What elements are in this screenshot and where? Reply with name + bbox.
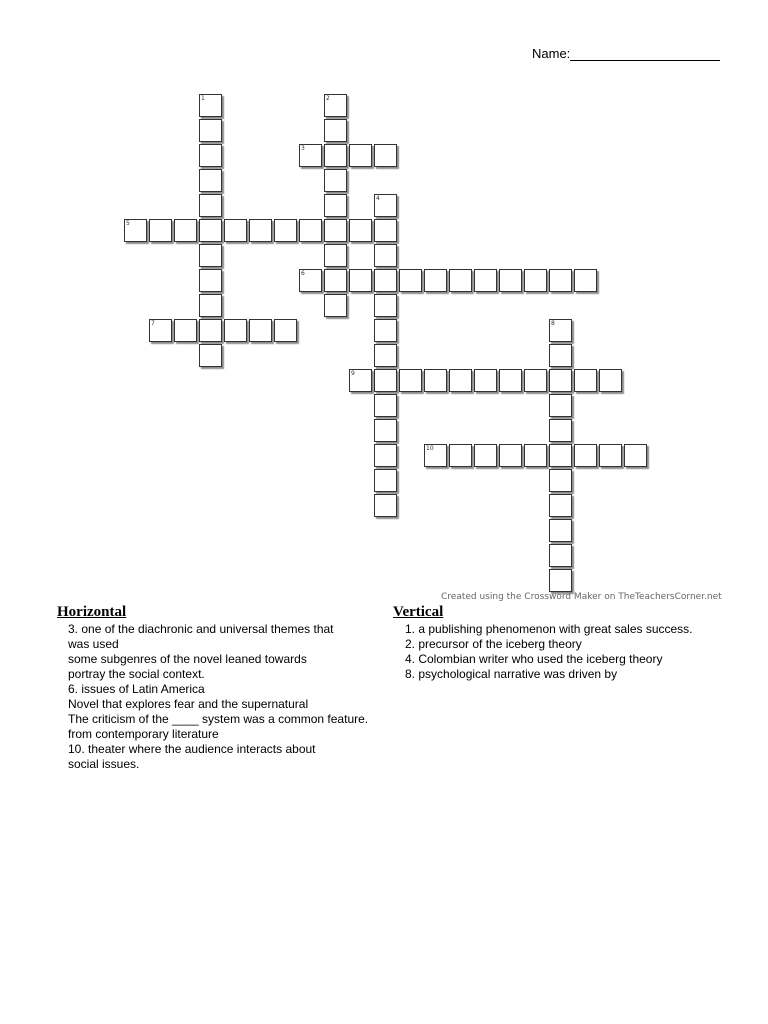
crossword-cell[interactable] [599,444,622,467]
crossword-cell[interactable] [199,294,222,317]
crossword-cell[interactable] [449,444,472,467]
crossword-cell[interactable] [374,394,397,417]
crossword-cell[interactable] [374,419,397,442]
crossword-cell[interactable] [199,219,222,242]
clue-line: 8. psychological narrative was driven by [405,667,618,681]
clue-line: Novel that explores fear and the supernatural [68,697,309,711]
clue-line: social issues. [68,757,140,771]
crossword-cell[interactable] [449,269,472,292]
crossword-cell[interactable] [424,269,447,292]
crossword-cell[interactable] [499,369,522,392]
crossword-cell[interactable] [349,144,372,167]
crossword-cell[interactable] [374,469,397,492]
crossword-cell[interactable] [599,369,622,392]
crossword-cell[interactable] [549,319,572,342]
crossword-cell[interactable] [324,294,347,317]
crossword-cell[interactable] [524,369,547,392]
crossword-cell[interactable] [549,544,572,567]
crossword-cell[interactable] [299,269,322,292]
crossword-cell[interactable] [399,369,422,392]
clue-line: was used [68,637,119,651]
clue-number: 6 [301,270,305,277]
clue-line: from contemporary literature [68,727,219,741]
crossword-cell[interactable] [224,219,247,242]
crossword-cell[interactable] [549,519,572,542]
crossword-cell[interactable] [449,369,472,392]
clue-line: 10. theater where the audience interacts about [68,742,316,756]
crossword-cell[interactable] [474,444,497,467]
clue-line: portray the social context. [68,667,205,681]
clue-number: 10 [426,445,434,452]
clue-number: 1 [201,95,205,102]
horizontal-heading: Horizontal [57,604,127,620]
clue-number: 4 [376,195,380,202]
crossword-cell[interactable] [549,344,572,367]
clue-number: 3 [301,145,305,152]
crossword-cell[interactable] [474,369,497,392]
crossword-cell[interactable] [374,369,397,392]
crossword-cell[interactable] [324,269,347,292]
crossword-cell[interactable] [174,219,197,242]
crossword-cell[interactable] [374,219,397,242]
crossword-cell[interactable] [249,319,272,342]
crossword-cell[interactable] [524,269,547,292]
crossword-cell[interactable] [299,144,322,167]
crossword-cell[interactable] [374,269,397,292]
crossword-cell[interactable] [324,244,347,267]
crossword-cell[interactable] [374,494,397,517]
credit-text: Created using the Crossword Maker on TheTeachersCorner.net [441,592,722,602]
clue-line: 1. a publishing phenomenon with great sales success. [405,622,693,636]
clue-line: some subgenres of the novel leaned towards [68,652,307,666]
crossword-cell[interactable] [474,269,497,292]
crossword-cell[interactable] [174,319,197,342]
crossword-cell[interactable] [324,119,347,142]
clue-number: 5 [126,220,130,227]
crossword-cell[interactable] [324,194,347,217]
crossword-cell[interactable] [349,219,372,242]
clue-number: 8 [551,320,555,327]
crossword-cell[interactable] [624,444,647,467]
crossword-cell[interactable] [199,94,222,117]
vertical-heading: Vertical [393,604,444,620]
crossword-cell[interactable] [524,444,547,467]
crossword-cell[interactable] [199,344,222,367]
crossword-cell[interactable] [299,219,322,242]
clue-line: 2. precursor of the iceberg theory [405,637,582,651]
crossword-cell[interactable] [499,269,522,292]
crossword-cell[interactable] [199,144,222,167]
crossword-cell[interactable] [249,219,272,242]
crossword-cell[interactable] [374,319,397,342]
clue-line: The criticism of the ____ system was a common feature. [68,712,369,726]
horizontal-clue-list [68,622,408,772]
crossword-cell[interactable] [424,369,447,392]
crossword-cell[interactable] [399,269,422,292]
crossword-cell[interactable] [324,94,347,117]
crossword-cell[interactable] [349,269,372,292]
crossword-cell[interactable] [374,294,397,317]
vertical-clue-list [405,622,725,682]
crossword-cell[interactable] [374,144,397,167]
crossword-cell[interactable] [374,444,397,467]
crossword-cell[interactable] [124,219,147,242]
crossword-cell[interactable] [199,319,222,342]
clue-line: 4. Colombian writer who used the iceberg theory [405,652,663,666]
clue-number: 2 [326,95,330,102]
crossword-cell[interactable] [374,244,397,267]
crossword-cell[interactable] [549,494,572,517]
crossword-cell[interactable] [574,269,597,292]
crossword-cell[interactable] [374,194,397,217]
crossword-cell[interactable] [549,469,572,492]
crossword-cell[interactable] [149,319,172,342]
name-label: Name: [532,46,571,61]
crossword-cell[interactable] [199,119,222,142]
crossword-cell[interactable] [199,169,222,192]
crossword-cell[interactable] [199,269,222,292]
crossword-cell[interactable] [324,144,347,167]
crossword-cell[interactable] [149,219,172,242]
crossword-cell[interactable] [424,444,447,467]
crossword-cell[interactable] [374,344,397,367]
crossword-cell[interactable] [349,369,372,392]
crossword-cell[interactable] [549,569,572,592]
crossword-cell[interactable] [324,219,347,242]
crossword-cell[interactable] [574,369,597,392]
clue-line: 3. one of the diachronic and universal themes that [68,622,334,636]
crossword-cell[interactable] [574,444,597,467]
crossword-cell[interactable] [499,444,522,467]
crossword-cell[interactable] [199,194,222,217]
crossword-cell[interactable] [549,269,572,292]
crossword-cell[interactable] [549,419,572,442]
clue-line: 6. issues of Latin America [68,682,205,696]
clue-number: 7 [151,320,155,327]
crossword-cell[interactable] [199,244,222,267]
crossword-cell[interactable] [549,444,572,467]
clue-number: 9 [351,370,355,377]
crossword-cell[interactable] [324,169,347,192]
crossword-cell[interactable] [274,319,297,342]
crossword-cell[interactable] [549,369,572,392]
crossword-cell[interactable] [274,219,297,242]
crossword-cell[interactable] [549,394,572,417]
crossword-cell[interactable] [224,319,247,342]
